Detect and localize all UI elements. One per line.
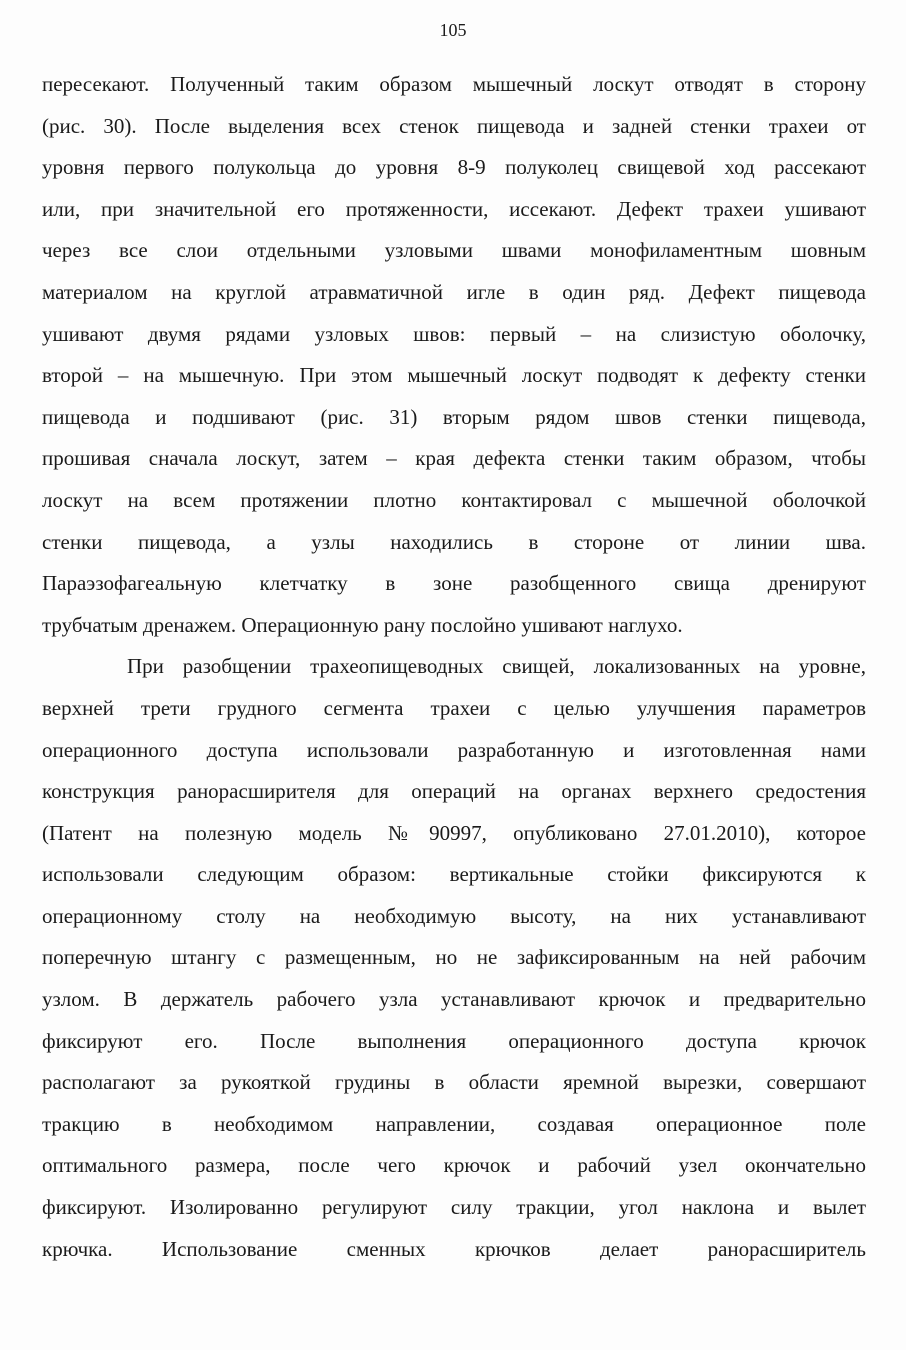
- text-line: (Патент на полезную модель №90997, опубликовано 27.01.2010), которое: [42, 820, 866, 845]
- text-line: (рис. 30). После выделения всех стенок пищевода и задней стенки трахеи от: [42, 113, 866, 138]
- text-line: ушивают двумя рядами узловых швов: первый – на слизистую оболочку,: [42, 321, 866, 346]
- paragraph-1: [42, 64, 866, 646]
- text-line: операционного доступа использовали разработанную и изготовленная нами: [42, 737, 866, 762]
- text-line: использовали следующим образом: вертикальные стойки фиксируются к: [42, 862, 866, 887]
- paragraph-2: [42, 646, 866, 1270]
- text-line: оптимального размера, после чего крючок и рабочий узел окончательно: [42, 1153, 866, 1178]
- text-line: фиксируют его. После выполнения операционного доступа крючок: [42, 1028, 866, 1053]
- text-line: или, при значительной его протяженности, иссекают. Дефект трахеи ушивают: [42, 196, 866, 221]
- text-line: поперечную штангу с размещенным, но не зафиксированным на ней рабочим: [42, 945, 866, 970]
- text-line: прошивая сначала лоскут, затем – края дефекта стенки таким образом, чтобы: [42, 446, 866, 471]
- text-line: уровня первого полукольца до уровня 8-9 полуколец свищевой ход рассекают: [42, 155, 866, 180]
- text-line: пересекают. Полученный таким образом мышечный лоскут отводят в сторону: [42, 72, 866, 96]
- page-number: 105: [439, 20, 467, 40]
- text-line: второй – на мышечную. При этом мышечный лоскут подводят к дефекту стенки: [42, 363, 866, 388]
- text-line: трубчатым дренажем. Операционную рану послойно ушивают наглухо.: [42, 612, 683, 637]
- text-line: тракцию в необходимом направлении, создавая операционное поле: [42, 1111, 866, 1136]
- text-line: узлом. В держатель рабочего узла устанавливают крючок и предварительно: [42, 987, 866, 1012]
- text-line: верхней трети грудного сегмента трахеи с целью улучшения параметров: [42, 695, 866, 720]
- text-line: При разобщении трахеопищеводных свищей, локализованных на уровне,: [127, 654, 866, 679]
- text-line: располагают за рукояткой грудины в области яремной вырезки, совершают: [42, 1070, 866, 1095]
- text-line: пищевода и подшивают (рис. 31) вторым рядом швов стенки пищевода,: [42, 404, 866, 429]
- text-line: лоскут на всем протяжении плотно контактировал с мышечной оболочкой: [42, 487, 866, 512]
- text-line: Параэзофагеальную клетчатку в зоне разобщенного свища дренируют: [42, 571, 866, 596]
- text-line: конструкция ранорасширителя для операций на органах верхнего средостения: [42, 779, 866, 804]
- text-line: материалом на круглой атравматичной игле в один ряд. Дефект пищевода: [42, 279, 866, 304]
- text-line: крючка. Использование сменных крючков делает ранорасширитель: [42, 1236, 866, 1261]
- text-line: фиксируют. Изолированно регулируют силу тракции, угол наклона и вылет: [42, 1195, 866, 1220]
- text-line: стенки пищевода, а узлы находились в стороне от линии шва.: [42, 529, 866, 554]
- body-text: [42, 64, 866, 1270]
- text-line: операционному столу на необходимую высоту, на них устанавливают: [42, 903, 866, 928]
- text-line: через все слои отдельными узловыми швами монофиламентным шовным: [42, 238, 866, 263]
